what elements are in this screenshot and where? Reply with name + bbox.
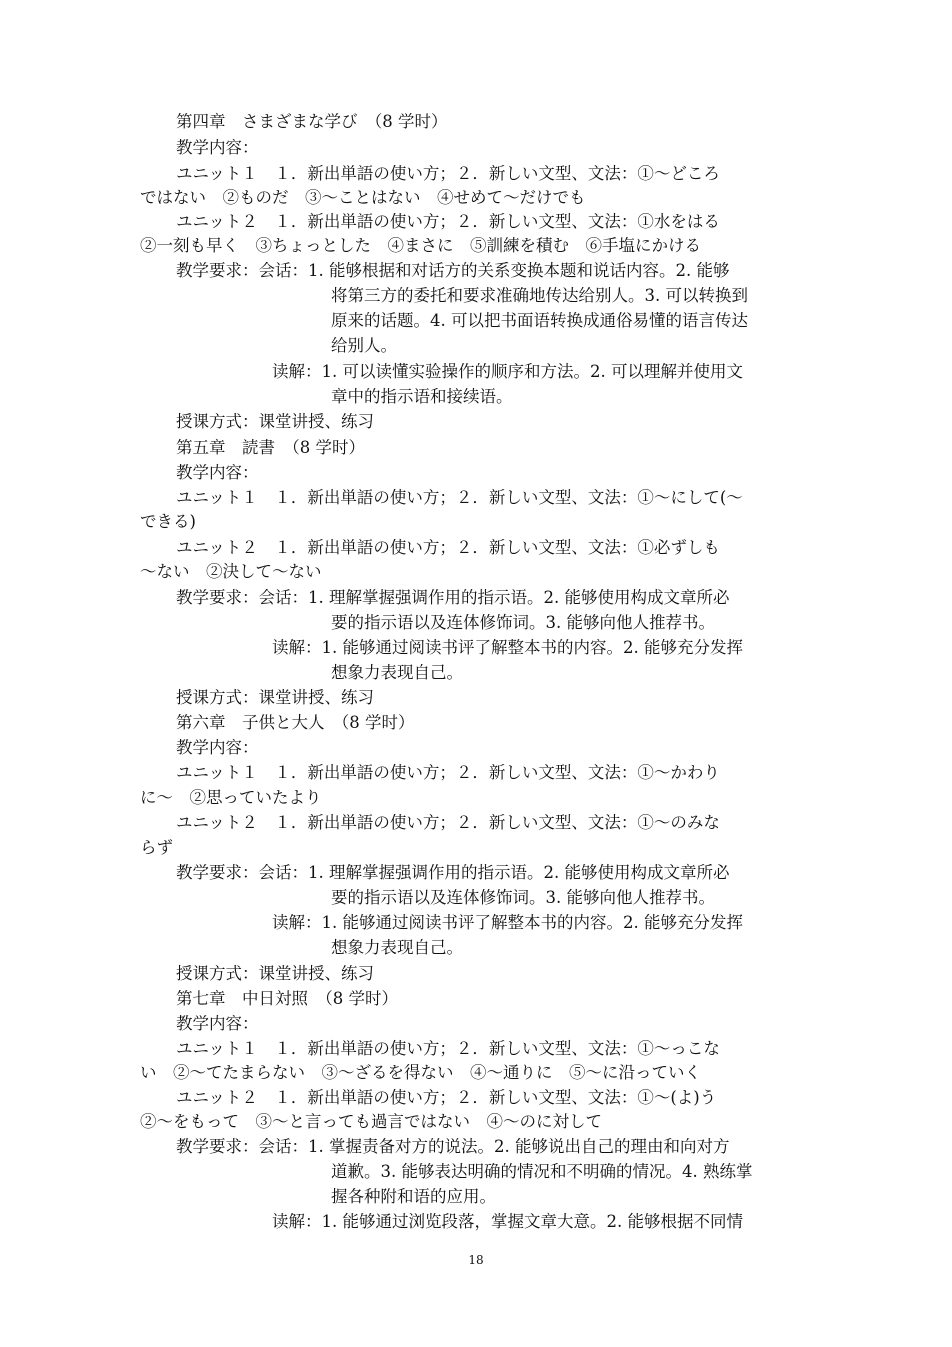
text-line: 原来的话题。4. 可以把书面语转换成通俗易懂的语言传达 (331, 311, 748, 330)
text-line: 想象力表现自己。 (331, 938, 463, 957)
text-line: らず (140, 838, 173, 857)
text-line: ユニット１ １．新出単語の使い方；２．新しい文型、文法：①～どころ (176, 164, 720, 183)
text-line: 授课方式：课堂讲授、练习 (176, 964, 374, 983)
text-line: 章中的指示语和接续语。 (331, 387, 513, 406)
text-line: 将第三方的委托和要求准确地传达给别人。3. 可以转换到 (331, 286, 748, 305)
text-line: ユニット１ １．新出単語の使い方；２．新しい文型、文法：①～にして(～ (176, 488, 743, 507)
text-line: 第七章 中日対照 （8 学时） (176, 989, 398, 1008)
text-line: 教学内容： (176, 463, 259, 482)
text-line: 道歉。3. 能够表达明确的情况和不明确的情况。4. 熟练掌 (331, 1162, 753, 1181)
text-line: 教学要求：会话：1. 理解掌握强调作用的指示语。2. 能够使用构成文章所必 (176, 588, 730, 607)
text-line: ②～をもって ③～と言っても過言ではない ④～のに対して (140, 1112, 602, 1131)
text-line: 教学内容： (176, 738, 259, 757)
text-line: ユニット１ １．新出単語の使い方；２．新しい文型、文法：①～かわり (176, 763, 720, 782)
text-line: い ②～てたまらない ③～ざるを得ない ④～通りに ⑤～に沿っていく (140, 1063, 701, 1082)
text-line: 读解：1. 可以读懂实验操作的顺序和方法。2. 可以理解并使用文 (272, 362, 743, 381)
text-line: できる) (140, 512, 196, 531)
text-line: 教学内容： (176, 1014, 259, 1033)
text-line: に～ ②思っていたより (140, 788, 322, 807)
text-line: 要的指示语以及连体修饰词。3. 能够向他人推荐书。 (331, 613, 715, 632)
page-number: 18 (468, 1253, 484, 1267)
text-line: 第六章 子供と大人 （8 学时） (176, 713, 415, 732)
text-line: 读解：1. 能够通过阅读书评了解整本书的内容。2. 能够充分发挥 (272, 638, 743, 657)
text-line: ユニット２ １．新出単語の使い方；２．新しい文型、文法：①～のみな (176, 813, 720, 832)
text-line: 教学要求：会话：1. 掌握责备对方的说法。2. 能够说出自己的理由和向对方 (176, 1137, 730, 1156)
text-line: ではない ②ものだ ③～ことはない ④せめて～だけでも (140, 188, 586, 207)
text-line: 给别人。 (331, 336, 397, 355)
text-line: ユニット２ １．新出単語の使い方；２．新しい文型、文法：①水をはる (176, 212, 720, 231)
text-line: ～ない ②決して～ない (140, 562, 322, 581)
text-line: ユニット１ １．新出単語の使い方；２．新しい文型、文法：①～っこな (176, 1039, 720, 1058)
text-line: 教学要求：会话：1. 理解掌握强调作用的指示语。2. 能够使用构成文章所必 (176, 863, 730, 882)
text-line: 第四章 さまざまな学び （8 学时） (176, 112, 448, 131)
text-line: ユニット２ １．新出単語の使い方；２．新しい文型、文法：①必ずしも (176, 538, 720, 557)
text-line: ②一刻も早く ③ちょっとした ④まさに ⑤訓練を積む ⑥手塩にかける (140, 236, 701, 255)
text-line: 读解：1. 能够通过浏览段落，掌握文章大意。2. 能够根据不同情 (272, 1212, 743, 1231)
text-line: 教学内容： (176, 138, 259, 157)
text-line: 教学要求：会话：1. 能够根据和对话方的关系变换本题和说话内容。2. 能够 (176, 261, 730, 280)
text-line: 读解：1. 能够通过阅读书评了解整本书的内容。2. 能够充分发挥 (272, 913, 743, 932)
text-line: 想象力表现自己。 (331, 663, 463, 682)
text-line: 第五章 読書 （8 学时） (176, 438, 365, 457)
text-line: 授课方式：课堂讲授、练习 (176, 412, 374, 431)
text-line: 授课方式：课堂讲授、练习 (176, 688, 374, 707)
text-line: ユニット２ １．新出単語の使い方；２．新しい文型、文法：①～(よ)う (176, 1088, 717, 1107)
text-line: 握各种附和语的应用。 (331, 1187, 496, 1206)
text-line: 要的指示语以及连体修饰词。3. 能够向他人推荐书。 (331, 888, 715, 907)
